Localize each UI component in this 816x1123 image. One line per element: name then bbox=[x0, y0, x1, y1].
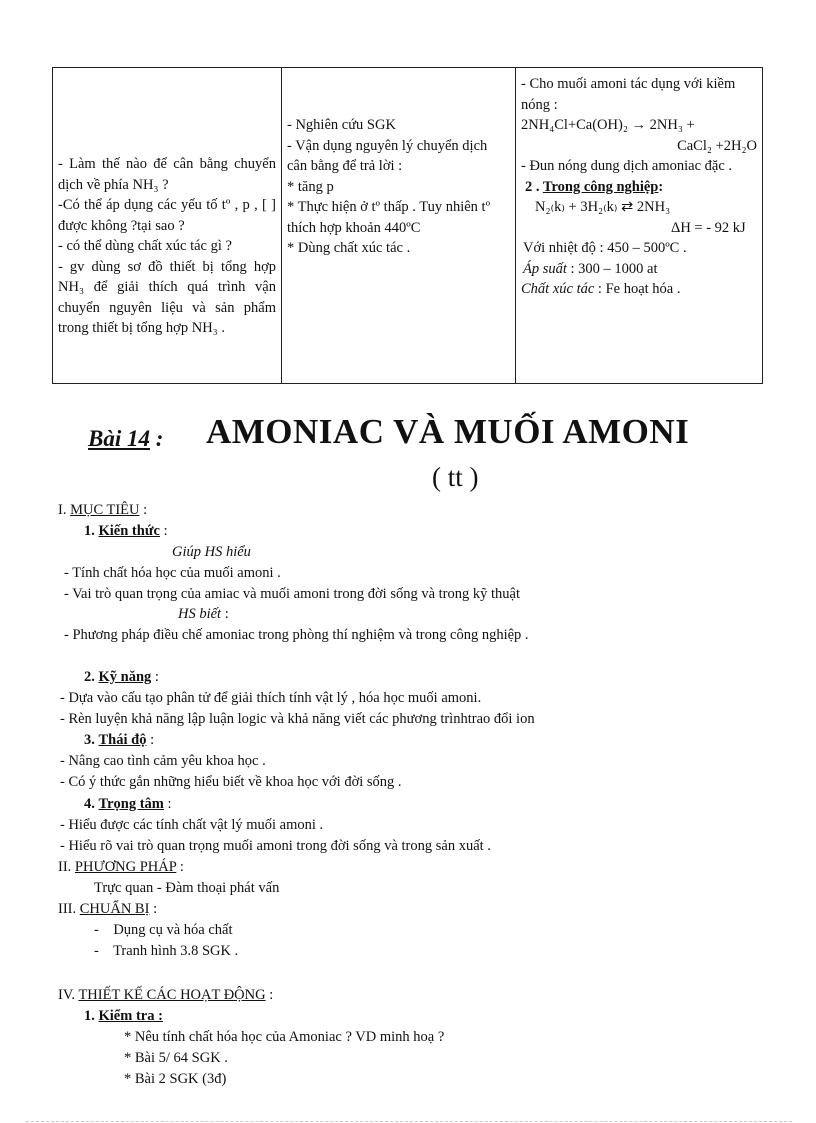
lab-method: - Cho muối amoni tác dụng với kiềm nóng : bbox=[521, 76, 736, 113]
industry-heading: 2 . Trong công nghiệp: bbox=[525, 178, 664, 195]
method-text: Trực quan - Đàm thoại phát vấn bbox=[94, 880, 280, 896]
section-3-heading: III. CHUẨN BỊ : bbox=[58, 901, 158, 917]
attitude-1: - Nâng cao tình cảm yêu khoa học . bbox=[60, 753, 266, 769]
temperature: Với nhiệt độ : 450 – 500ºC . bbox=[523, 240, 687, 256]
check-question-3: * Bài 2 SGK (3đ) bbox=[124, 1071, 227, 1087]
question-4: - gv dùng sơ đồ thiết bị tổng hợp NH₃ để giải thích quá trình vận chuyển nguyên liệu và sản phẩm trong thiết bị tổng hợp NH₃ . bbox=[58, 258, 276, 336]
help-students: Giúp HS hiểu bbox=[172, 544, 251, 560]
equation-1b: CaCl₂ +2H₂O bbox=[677, 137, 757, 154]
knowledge-heading: 1. Kiến thức : bbox=[84, 523, 168, 539]
page-bottom-rule bbox=[26, 1121, 792, 1122]
question-3: - có thể dùng chất xúc tác gì ? bbox=[58, 238, 232, 254]
catalyst: Chất xúc tác : Fe hoạt hóa . bbox=[521, 281, 681, 297]
heat-ammonia: - Đun nóng dung dịch amoniac đặc . bbox=[521, 158, 733, 174]
student-activity-cell bbox=[282, 68, 516, 384]
lesson-table bbox=[52, 67, 763, 384]
student-line-1: - Nghiên cứu SGK bbox=[287, 117, 396, 133]
student-line-2: - Vận dụng nguyên lý chuyển dịch cân bằng để trả lời : bbox=[287, 137, 488, 174]
question-1: - Làm thế nào để cân bằng chuyển dịch về phía NH₃ ? bbox=[58, 156, 276, 193]
section-2-heading: II. PHƯƠNG PHÁP : bbox=[58, 859, 184, 875]
pressure: Áp suất : 300 – 1000 at bbox=[523, 260, 658, 277]
page-title: AMONIAC VÀ MUỐI AMONI bbox=[206, 412, 690, 451]
equation-1a: 2NH₄Cl+Ca(OH)₂ → 2NH₃ + bbox=[521, 117, 695, 133]
lesson-number: Bài 14 : bbox=[88, 426, 164, 451]
attitude-2: - Có ý thức gắn những hiểu biết về khoa học với đời sống . bbox=[60, 774, 402, 790]
skill-2: - Rèn luyện khả năng lập luận logic và khả năng viết các phương trìnhtrao đổi ion bbox=[60, 711, 535, 727]
skills-heading: 2. Kỹ năng : bbox=[84, 669, 159, 685]
skill-1: - Dựa vào cấu tạo phân tử để giải thích tính vật lý , hóa học muối amoni. bbox=[60, 690, 482, 706]
question-2: -Có thể áp dụng các yếu tố tº , p , [ ] được không ?tại sao ? bbox=[58, 197, 276, 234]
page-subtitle: ( tt ) bbox=[432, 462, 479, 492]
equation-2a: N₂₍k₎ + 3H₂₍k₎ ⇄ 2NH₃ bbox=[535, 199, 671, 215]
students-know: HS biết : bbox=[178, 606, 229, 622]
focus-2: - Hiểu rõ vai trò quan trọng muối amoni trong đời sống và trong sản xuất . bbox=[60, 838, 491, 854]
focus-heading: 4. Trọng tâm : bbox=[84, 796, 172, 812]
prep-1: - Dụng cụ và hóa chất bbox=[94, 922, 233, 938]
attitude-heading: 3. Thái độ : bbox=[84, 732, 155, 748]
equation-2b: ΔH = - 92 kJ bbox=[671, 219, 746, 236]
check-question-2: * Bài 5/ 64 SGK . bbox=[124, 1050, 228, 1066]
section-4-heading: IV. THIẾT KẾ CÁC HOẠT ĐỘNG : bbox=[58, 987, 274, 1003]
prep-2: - Tranh hình 3.8 SGK . bbox=[94, 943, 239, 959]
student-line-4: * Thực hiện ở tº thấp . Tuy nhiên tº thích hợp khoản 440ºC bbox=[287, 199, 491, 236]
section-1-heading: I. MỤC TIÊU : bbox=[58, 502, 148, 518]
student-line-3: * tăng p bbox=[287, 178, 334, 195]
knowledge-1: - Tính chất hóa học của muối amoni . bbox=[64, 565, 281, 581]
knowledge-2: - Vai trò quan trọng của amiac và muối amoni trong đời sống và trong kỹ thuật bbox=[64, 586, 520, 602]
student-line-5: * Dùng chất xúc tác . bbox=[287, 240, 411, 256]
check-heading: 1. Kiểm tra : bbox=[84, 1008, 163, 1024]
focus-1: - Hiểu được các tính chất vật lý muối amoni . bbox=[60, 817, 324, 833]
content-cell bbox=[516, 68, 763, 384]
knowledge-3: - Phương pháp điều chế amoniac trong phòng thí nghiệm và trong công nghiệp . bbox=[64, 627, 529, 643]
check-question-1: * Nêu tính chất hóa học của Amoniac ? VD minh hoạ ? bbox=[124, 1029, 445, 1045]
teacher-activity-cell bbox=[53, 68, 282, 384]
